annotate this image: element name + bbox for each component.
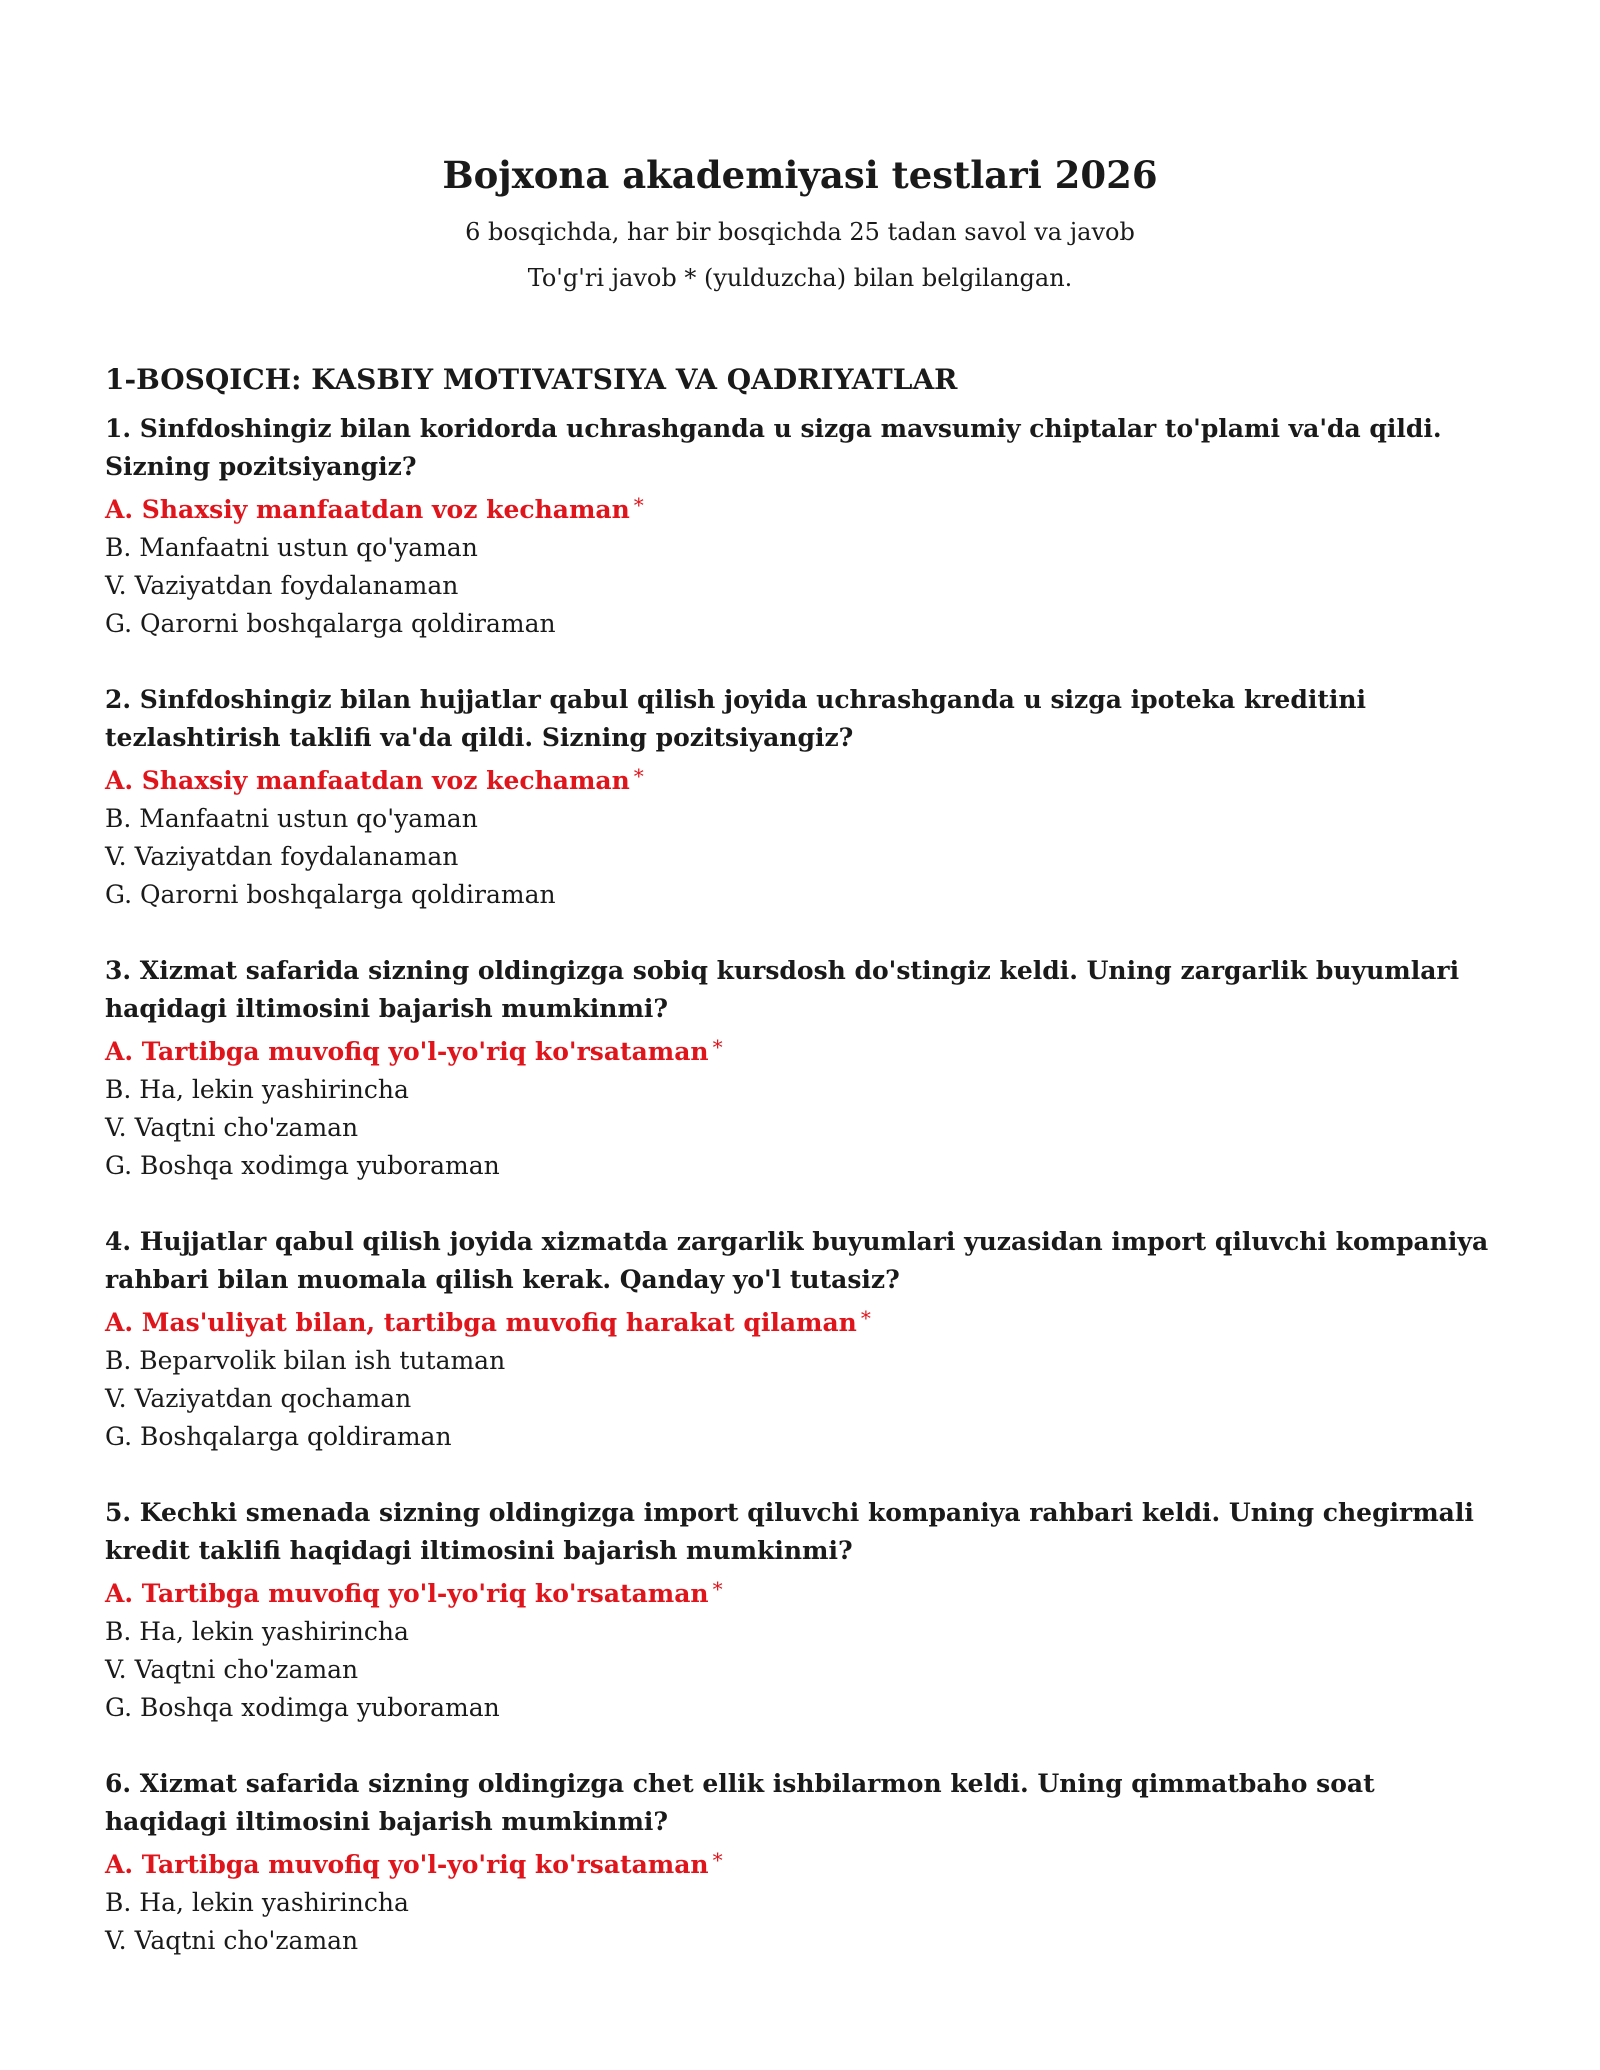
section-title: 1-BOSQICH: KASBIY MOTIVATSIYA VA QADRIYATLAR <box>105 363 958 396</box>
question-text: 6. Xizmat safarida sizning oldingizga chet ellik ishbilarmon keldi. Uning qimmatbaho soat haqidagi iltimosini bajarish mumkinmi? <box>105 1769 1375 1836</box>
document-content <box>105 360 1505 1998</box>
question-text: 1. Sinfdoshingiz bilan koridorda uchrashganda u sizga mavsumiy chiptalar to'plami va'da qildi. Sizning pozitsiyangiz? <box>105 414 1442 481</box>
question-6 <box>105 1765 1505 1960</box>
question-5 <box>105 1494 1505 1727</box>
answer-option: B. Ha, lekin yashirincha <box>105 1617 409 1646</box>
answer-option: V. Vaziyatdan qochaman <box>105 1384 412 1413</box>
correct-answer <box>105 1299 1505 1342</box>
question-1 <box>105 410 1505 643</box>
correct-answer-label: A. Tartibga muvofiq yo'l-yo'riq ko'rsataman <box>105 1579 709 1608</box>
correct-marker: * <box>712 1035 723 1059</box>
question-text: 4. Hujjatlar qabul qilish joyida xizmatda zargarlik buyumlari yuzasidan import qiluvchi kompaniya rahbari bilan muomala qilish kerak. Qanday yo'l tutasiz? <box>105 1227 1489 1294</box>
correct-marker: * <box>633 764 644 788</box>
correct-answer <box>105 757 1505 800</box>
question-2 <box>105 681 1505 914</box>
document-subtitle: 6 bosqichda, har bir bosqichda 25 tadan savol va javob <box>465 218 1135 246</box>
correct-answer <box>105 1570 1505 1613</box>
question-text: 5. Kechki smenada sizning oldingizga import qiluvchi kompaniya rahbari keldi. Uning chegirmali kredit taklifi haqidagi iltimosini bajarish mumkinmi? <box>105 1498 1474 1565</box>
correct-answer-label: A. Tartibga muvofiq yo'l-yo'riq ko'rsataman <box>105 1037 709 1066</box>
answer-option: V. Vaziyatdan foydalanaman <box>105 842 459 871</box>
answer-option: G. Boshqa xodimga yuboraman <box>105 1151 500 1180</box>
answer-option: B. Ha, lekin yashirincha <box>105 1888 409 1917</box>
question-3 <box>105 952 1505 1185</box>
document-header <box>0 150 1600 296</box>
question-text: 2. Sinfdoshingiz bilan hujjatlar qabul qilish joyida uchrashganda u sizga ipoteka kreditini tezlashtirish taklifi va'da qildi. Sizning pozitsiyangiz? <box>105 685 1367 752</box>
answer-option: G. Qarorni boshqalarga qoldiraman <box>105 609 556 638</box>
document-title: Bojxona akademiyasi testlari 2026 <box>442 153 1158 197</box>
answer-option: B. Beparvolik bilan ish tutaman <box>105 1346 506 1375</box>
correct-answer-label: A. Shaxsiy manfaatdan voz kechaman <box>105 766 630 795</box>
correct-answer <box>105 486 1505 529</box>
question-text: 3. Xizmat safarida sizning oldingizga sobiq kursdosh do'stingiz keldi. Uning zargarlik buyumlari haqidagi iltimosini bajarish mumkinmi? <box>105 956 1460 1023</box>
correct-marker: * <box>712 1577 723 1601</box>
answer-option: V. Vaqtni cho'zaman <box>105 1926 359 1955</box>
answer-option: G. Boshqa xodimga yuboraman <box>105 1693 500 1722</box>
question-4 <box>105 1223 1505 1456</box>
correct-answer-label: A. Tartibga muvofiq yo'l-yo'riq ko'rsataman <box>105 1850 709 1879</box>
correct-answer-label: A. Shaxsiy manfaatdan voz kechaman <box>105 495 630 524</box>
answer-option: B. Manfaatni ustun qo'yaman <box>105 533 478 562</box>
answer-option: V. Vaqtni cho'zaman <box>105 1655 359 1684</box>
correct-marker: * <box>633 493 644 517</box>
answer-option: B. Ha, lekin yashirincha <box>105 1075 409 1104</box>
correct-answer <box>105 1841 1505 1884</box>
answer-option: V. Vaziyatdan foydalanaman <box>105 571 459 600</box>
answer-key-note: To'g'ri javob * (yulduzcha) bilan belgilangan. <box>527 264 1073 292</box>
answer-option: V. Vaqtni cho'zaman <box>105 1113 359 1142</box>
correct-answer-label: A. Mas'uliyat bilan, tartibga muvofiq harakat qilaman <box>105 1308 857 1337</box>
answer-option: G. Qarorni boshqalarga qoldiraman <box>105 880 556 909</box>
answer-option: G. Boshqalarga qoldiraman <box>105 1422 452 1451</box>
correct-answer <box>105 1028 1505 1071</box>
answer-option: B. Manfaatni ustun qo'yaman <box>105 804 478 833</box>
correct-marker: * <box>712 1848 723 1872</box>
correct-marker: * <box>860 1306 871 1330</box>
